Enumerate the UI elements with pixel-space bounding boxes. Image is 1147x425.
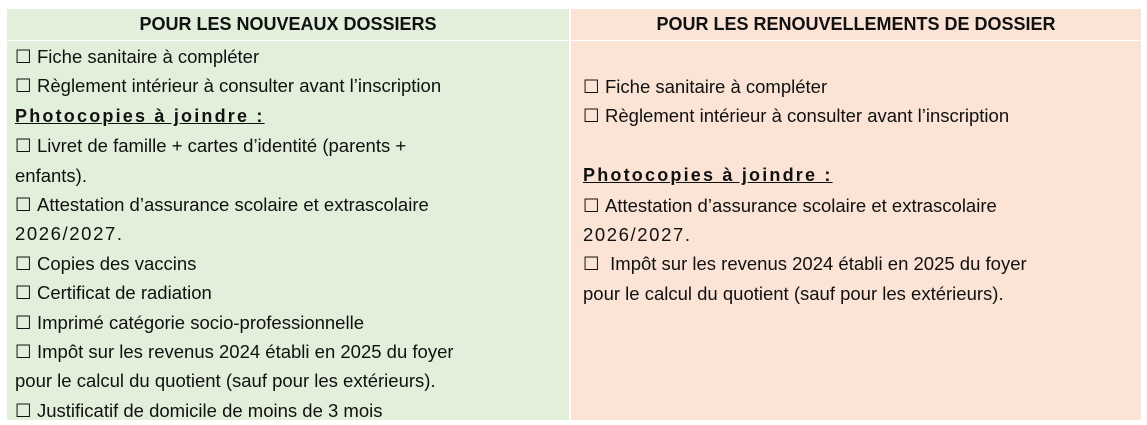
checkbox-icon: ☐: [583, 105, 600, 127]
checklist-item-label: Attestation d’assurance scolaire et extrascolaire: [605, 194, 997, 216]
checklist-item-label: Règlement intérieur à consulter avant l’inscription: [37, 75, 442, 97]
checkbox-icon: ☐: [583, 76, 600, 97]
checkbox-icon: ☐: [15, 194, 32, 216]
checkbox-icon: ☐: [15, 75, 32, 97]
checklist-item: [15, 249, 561, 278]
year-line: [15, 219, 561, 248]
continuation-text: pour le calcul du quotient (sauf pour les extérieurs).: [15, 370, 436, 392]
checklist-item: [15, 190, 561, 219]
checkbox-icon: ☐: [15, 282, 32, 304]
column-body-new: [7, 41, 569, 425]
checklist-item-label: Règlement intérieur à consulter avant l’inscription: [605, 105, 1010, 127]
checklist-item-label: Imprimé catégorie socio-professionnelle: [37, 311, 364, 333]
school-year-text: 2026/2027.: [583, 224, 692, 246]
checklist-item: [15, 337, 561, 366]
checklist-item: [15, 71, 561, 100]
continuation-text: pour le calcul du quotient (sauf pour les extérieurs).: [583, 282, 1004, 304]
documents-table: [7, 9, 1141, 420]
checklist-item-label: Certificat de radiation: [37, 282, 212, 304]
continuation-line: [15, 366, 561, 395]
checkbox-icon: ☐: [583, 253, 600, 275]
checklist-item: [15, 308, 561, 337]
checklist-item: [15, 42, 561, 71]
checklist-item-label: Fiche sanitaire à compléter: [605, 76, 828, 97]
checklist-item: [583, 101, 1133, 130]
spacer: [583, 131, 1133, 160]
school-year-text: 2026/2027.: [15, 223, 124, 245]
section-heading-text: Photocopies à joindre :: [583, 165, 833, 186]
section-heading: [15, 101, 561, 131]
checklist-item: [583, 191, 1133, 220]
section-heading-text: Photocopies à joindre :: [15, 105, 265, 126]
checklist-item-label: Livret de famille + cartes d’identité (parents +: [37, 135, 407, 157]
checklist-item-label: Fiche sanitaire à compléter: [37, 46, 260, 67]
column-header-renewal: POUR LES RENOUVELLEMENTS DE DOSSIER: [571, 9, 1141, 41]
column-renewals: [571, 9, 1141, 420]
column-new-files: [7, 9, 571, 420]
checklist-item: [583, 249, 1133, 278]
checklist-item-label: Copies des vaccins: [37, 252, 197, 274]
section-heading: [583, 160, 1133, 190]
checkbox-icon: ☐: [15, 252, 32, 274]
year-line: [583, 220, 1133, 249]
column-header-new: POUR LES NOUVEAUX DOSSIERS: [7, 9, 569, 41]
checklist-item-label: Attestation d’assurance scolaire et extrascolaire: [37, 194, 429, 216]
checkbox-icon: ☐: [15, 46, 32, 67]
checklist-item: [15, 396, 561, 425]
column-body-renewal: [571, 41, 1141, 308]
checklist-item-label: Impôt sur les revenus 2024 établi en 2025 du foyer: [605, 253, 1027, 275]
continuation-text: enfants).: [15, 164, 87, 186]
checklist-item-label: Impôt sur les revenus 2024 établi en 2025 du foyer: [37, 341, 454, 363]
checkbox-icon: ☐: [583, 194, 600, 216]
checklist-item: [583, 72, 1133, 101]
continuation-line: [15, 161, 561, 190]
checklist-item: [15, 131, 561, 160]
checkbox-icon: ☐: [15, 341, 32, 363]
checklist-item: [15, 278, 561, 307]
continuation-line: [583, 279, 1133, 308]
checkbox-icon: ☐: [15, 311, 32, 333]
checkbox-icon: ☐: [15, 399, 32, 421]
checkbox-icon: ☐: [15, 135, 32, 157]
checklist-item-label: Justificatif de domicile de moins de 3 mois: [37, 399, 383, 421]
